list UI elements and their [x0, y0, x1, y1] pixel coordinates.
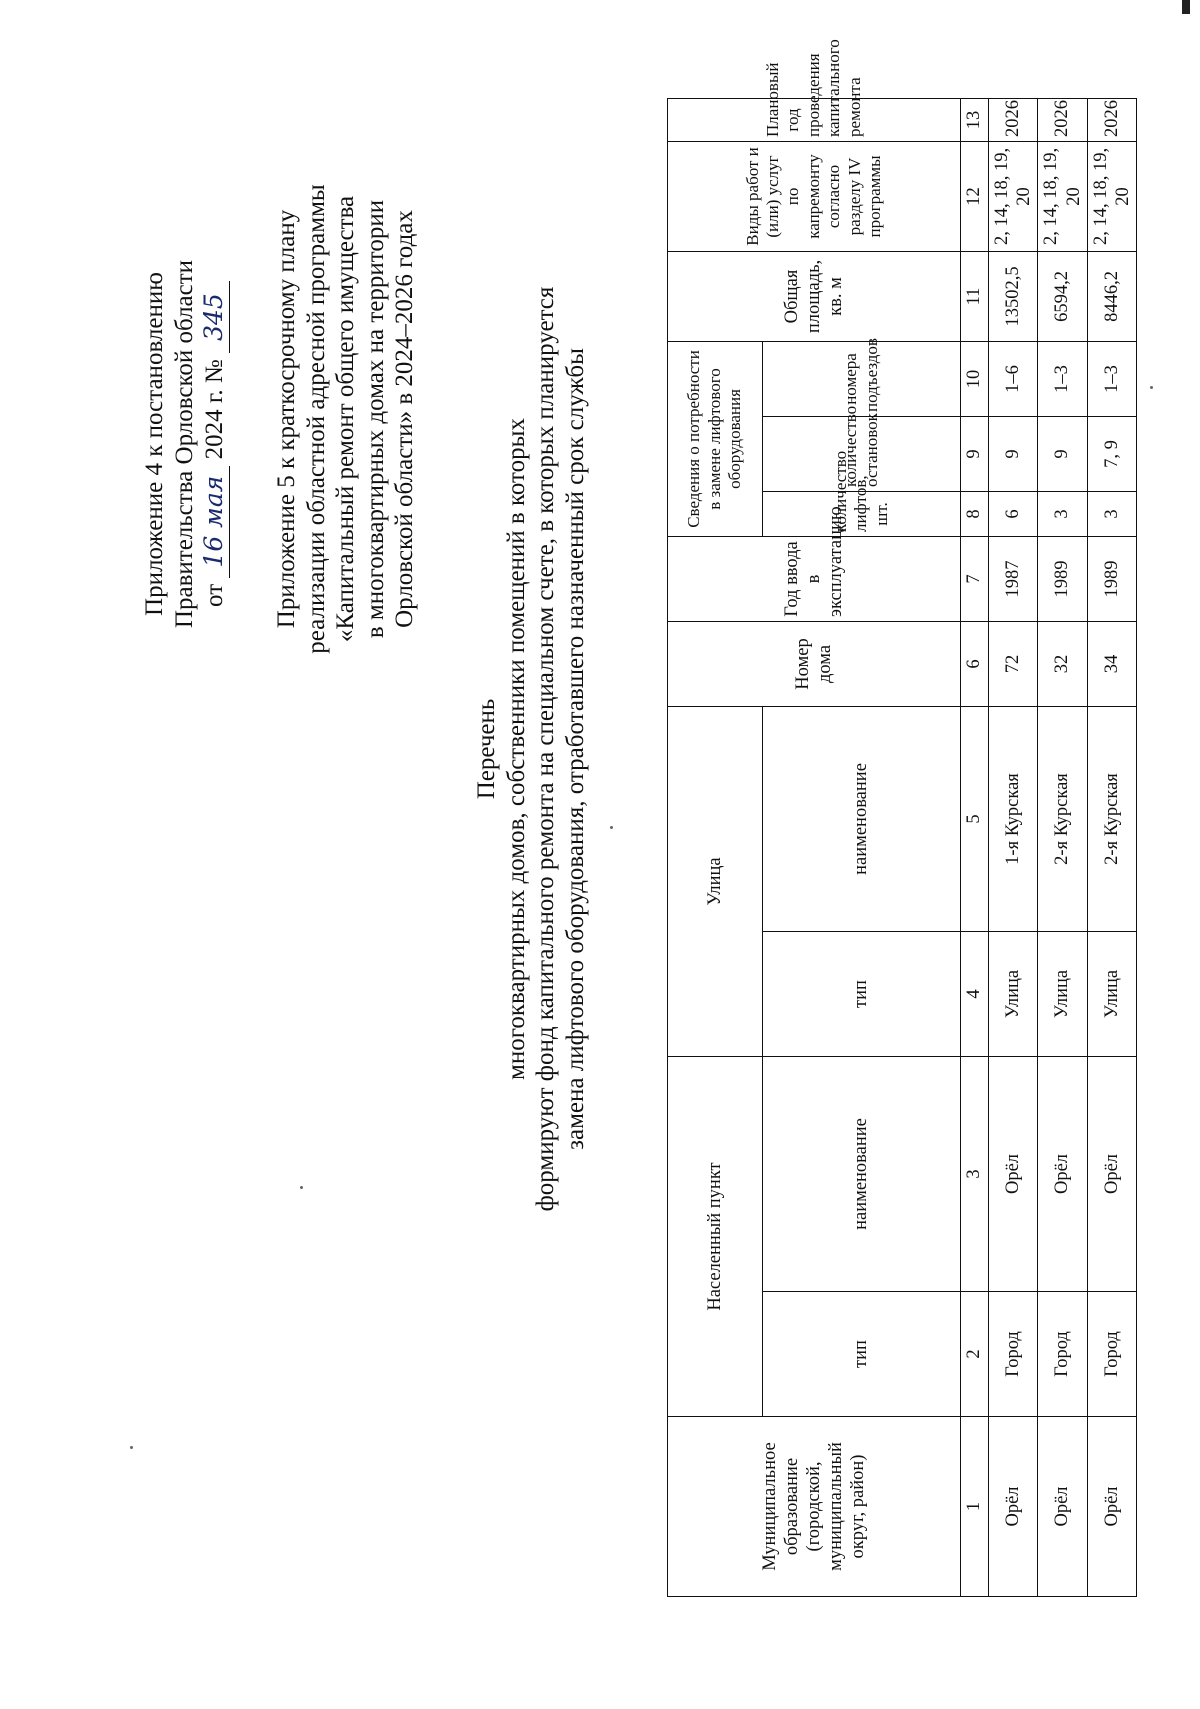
table-cell: 2026	[1038, 98, 1087, 141]
column-number-cell: 13	[961, 98, 989, 141]
header-work-types: Виды работ и (или) услуг по капремонту согласно разделу IV программы	[668, 141, 961, 251]
table-cell: 3	[1087, 491, 1136, 536]
table-cell: 1-я Курская	[989, 706, 1038, 931]
appendix-4-line-1: Приложение 4 к постановлению	[141, 272, 168, 616]
table-cell: 34	[1087, 621, 1136, 706]
year-text: 2024 г. №	[201, 359, 228, 460]
appendix-4-date-line	[199, 209, 230, 679]
table-cell: Улица	[1038, 932, 1087, 1057]
table-cell: 9	[1038, 416, 1087, 491]
table-cell: 8446,2	[1087, 251, 1136, 341]
table-cell: Орёл	[1087, 1417, 1136, 1597]
column-number-cell: 1	[961, 1417, 989, 1597]
column-number-cell: 9	[961, 416, 989, 491]
list-title: Перечень	[473, 698, 500, 800]
appendix-5-line: Приложение 5 к краткосрочному плану	[273, 209, 300, 629]
handwritten-date: 16 мая	[199, 466, 230, 578]
appendix-5-line: Орловской области» в 2024–2026 годах	[391, 210, 418, 628]
scan-edge-mark	[1182, 0, 1190, 14]
table-body	[989, 98, 1137, 1596]
scan-speck	[130, 1446, 133, 1449]
header-street-name: наименование	[763, 706, 961, 931]
table-cell: 2-я Курская	[1038, 706, 1087, 931]
handwritten-number: 345	[199, 281, 230, 353]
header-house-number: Номер дома	[668, 621, 961, 706]
column-number-cell: 12	[961, 141, 989, 251]
column-number-cell: 6	[961, 621, 989, 706]
header-settlement: Населенный пункт	[668, 1057, 763, 1417]
table-cell: 1–3	[1038, 341, 1087, 416]
table-cell: Орёл	[989, 1417, 1038, 1597]
appendix-5-line: реализации областной адресной программы	[302, 184, 330, 654]
column-number-cell: 11	[961, 251, 989, 341]
table-row	[989, 98, 1038, 1596]
table-cell: 1–6	[989, 341, 1038, 416]
appendix-5-line: «Капитальный ремонт общего имущества	[332, 195, 359, 643]
table-cell: Город	[1038, 1292, 1087, 1417]
column-number-cell: 3	[961, 1057, 989, 1292]
table-cell: 32	[1038, 621, 1087, 706]
scan-speck	[300, 1186, 303, 1189]
list-subtitle-line: многоквартирных домов, собственники помещений в которых	[502, 418, 530, 1080]
header-street-type: тип	[763, 932, 961, 1057]
scan-speck	[610, 826, 613, 829]
date-prefix: от	[201, 583, 228, 607]
table-cell: Орёл	[1038, 1417, 1087, 1597]
table-cell: Город	[989, 1292, 1038, 1417]
list-heading	[472, 209, 590, 1289]
table-cell: 6594,2	[1038, 251, 1087, 341]
appendix-4-line-2: Правительства Орловской области	[170, 259, 198, 629]
column-number-cell: 7	[961, 536, 989, 621]
table-row	[1087, 98, 1136, 1596]
table-cell: 6	[989, 491, 1038, 536]
table-cell: Орёл	[1087, 1057, 1136, 1292]
column-number-cell: 4	[961, 932, 989, 1057]
column-number-cell: 8	[961, 491, 989, 536]
header-entrance-numbers: номера подъездов	[763, 341, 961, 416]
table-cell: 2026	[989, 98, 1038, 141]
table-row	[1038, 98, 1087, 1596]
appendix-5-line: в многоквартирных домах на территории	[361, 199, 389, 639]
column-number-row	[961, 98, 989, 1596]
table-cell: Город	[1087, 1292, 1136, 1417]
table-cell: 72	[989, 621, 1038, 706]
scan-speck	[1150, 386, 1153, 389]
header-total-area: Общая площадь, кв. м	[668, 251, 961, 341]
table-cell: 1–3	[1087, 341, 1136, 416]
list-subtitle-line: замена лифтового оборудования, отработавшего назначенный срок службы	[561, 348, 589, 1150]
header-settlement-type: тип	[763, 1292, 961, 1417]
header-planned-year: Плановый год проведения капитального ремонта	[668, 98, 961, 141]
table-cell: 1989	[1087, 536, 1136, 621]
table-cell: 9	[989, 416, 1038, 491]
header-settlement-name: наименование	[763, 1057, 961, 1292]
table-cell: 1989	[1038, 536, 1087, 621]
header-lift-count: количество лифтов, шт.	[763, 491, 961, 536]
table-cell: Улица	[1087, 932, 1136, 1057]
table-cell: Улица	[989, 932, 1038, 1057]
table-cell: 13502,5	[989, 251, 1038, 341]
table-cell: 7, 9	[1087, 416, 1136, 491]
table-cell: 1987	[989, 536, 1038, 621]
table-cell: 2, 14, 18, 19, 20	[1038, 141, 1087, 251]
column-number-cell: 2	[961, 1292, 989, 1417]
lift-replacement-table	[667, 39, 1137, 1597]
table-cell: 2026	[1087, 98, 1136, 141]
list-subtitle-line: формируют фонд капитального ремонта на специальном счете, в которых планируется	[532, 286, 559, 1212]
header-stops-count: количество остановок	[763, 416, 961, 491]
appendix-5-header	[272, 139, 420, 699]
header-municipality: Муниципальное образование (городской, муниципальный округ, район)	[668, 1417, 961, 1597]
table-cell: 3	[1038, 491, 1087, 536]
table-cell: Орёл	[989, 1057, 1038, 1292]
header-year-commissioned: Год ввода в эксплуатацию	[668, 536, 961, 621]
header-lift-info: Сведения о потребности в замене лифтового оборудования	[668, 341, 763, 536]
column-number-cell: 5	[961, 706, 989, 931]
column-number-cell: 10	[961, 341, 989, 416]
table-cell: 2, 14, 18, 19, 20	[989, 141, 1038, 251]
header-street: Улица	[668, 706, 763, 1056]
appendix-4-header	[140, 209, 230, 679]
table-cell: Орёл	[1038, 1057, 1087, 1292]
header-row-1	[668, 98, 763, 1596]
table-cell: 2-я Курская	[1087, 706, 1136, 931]
table-cell: 2, 14, 18, 19, 20	[1087, 141, 1136, 251]
